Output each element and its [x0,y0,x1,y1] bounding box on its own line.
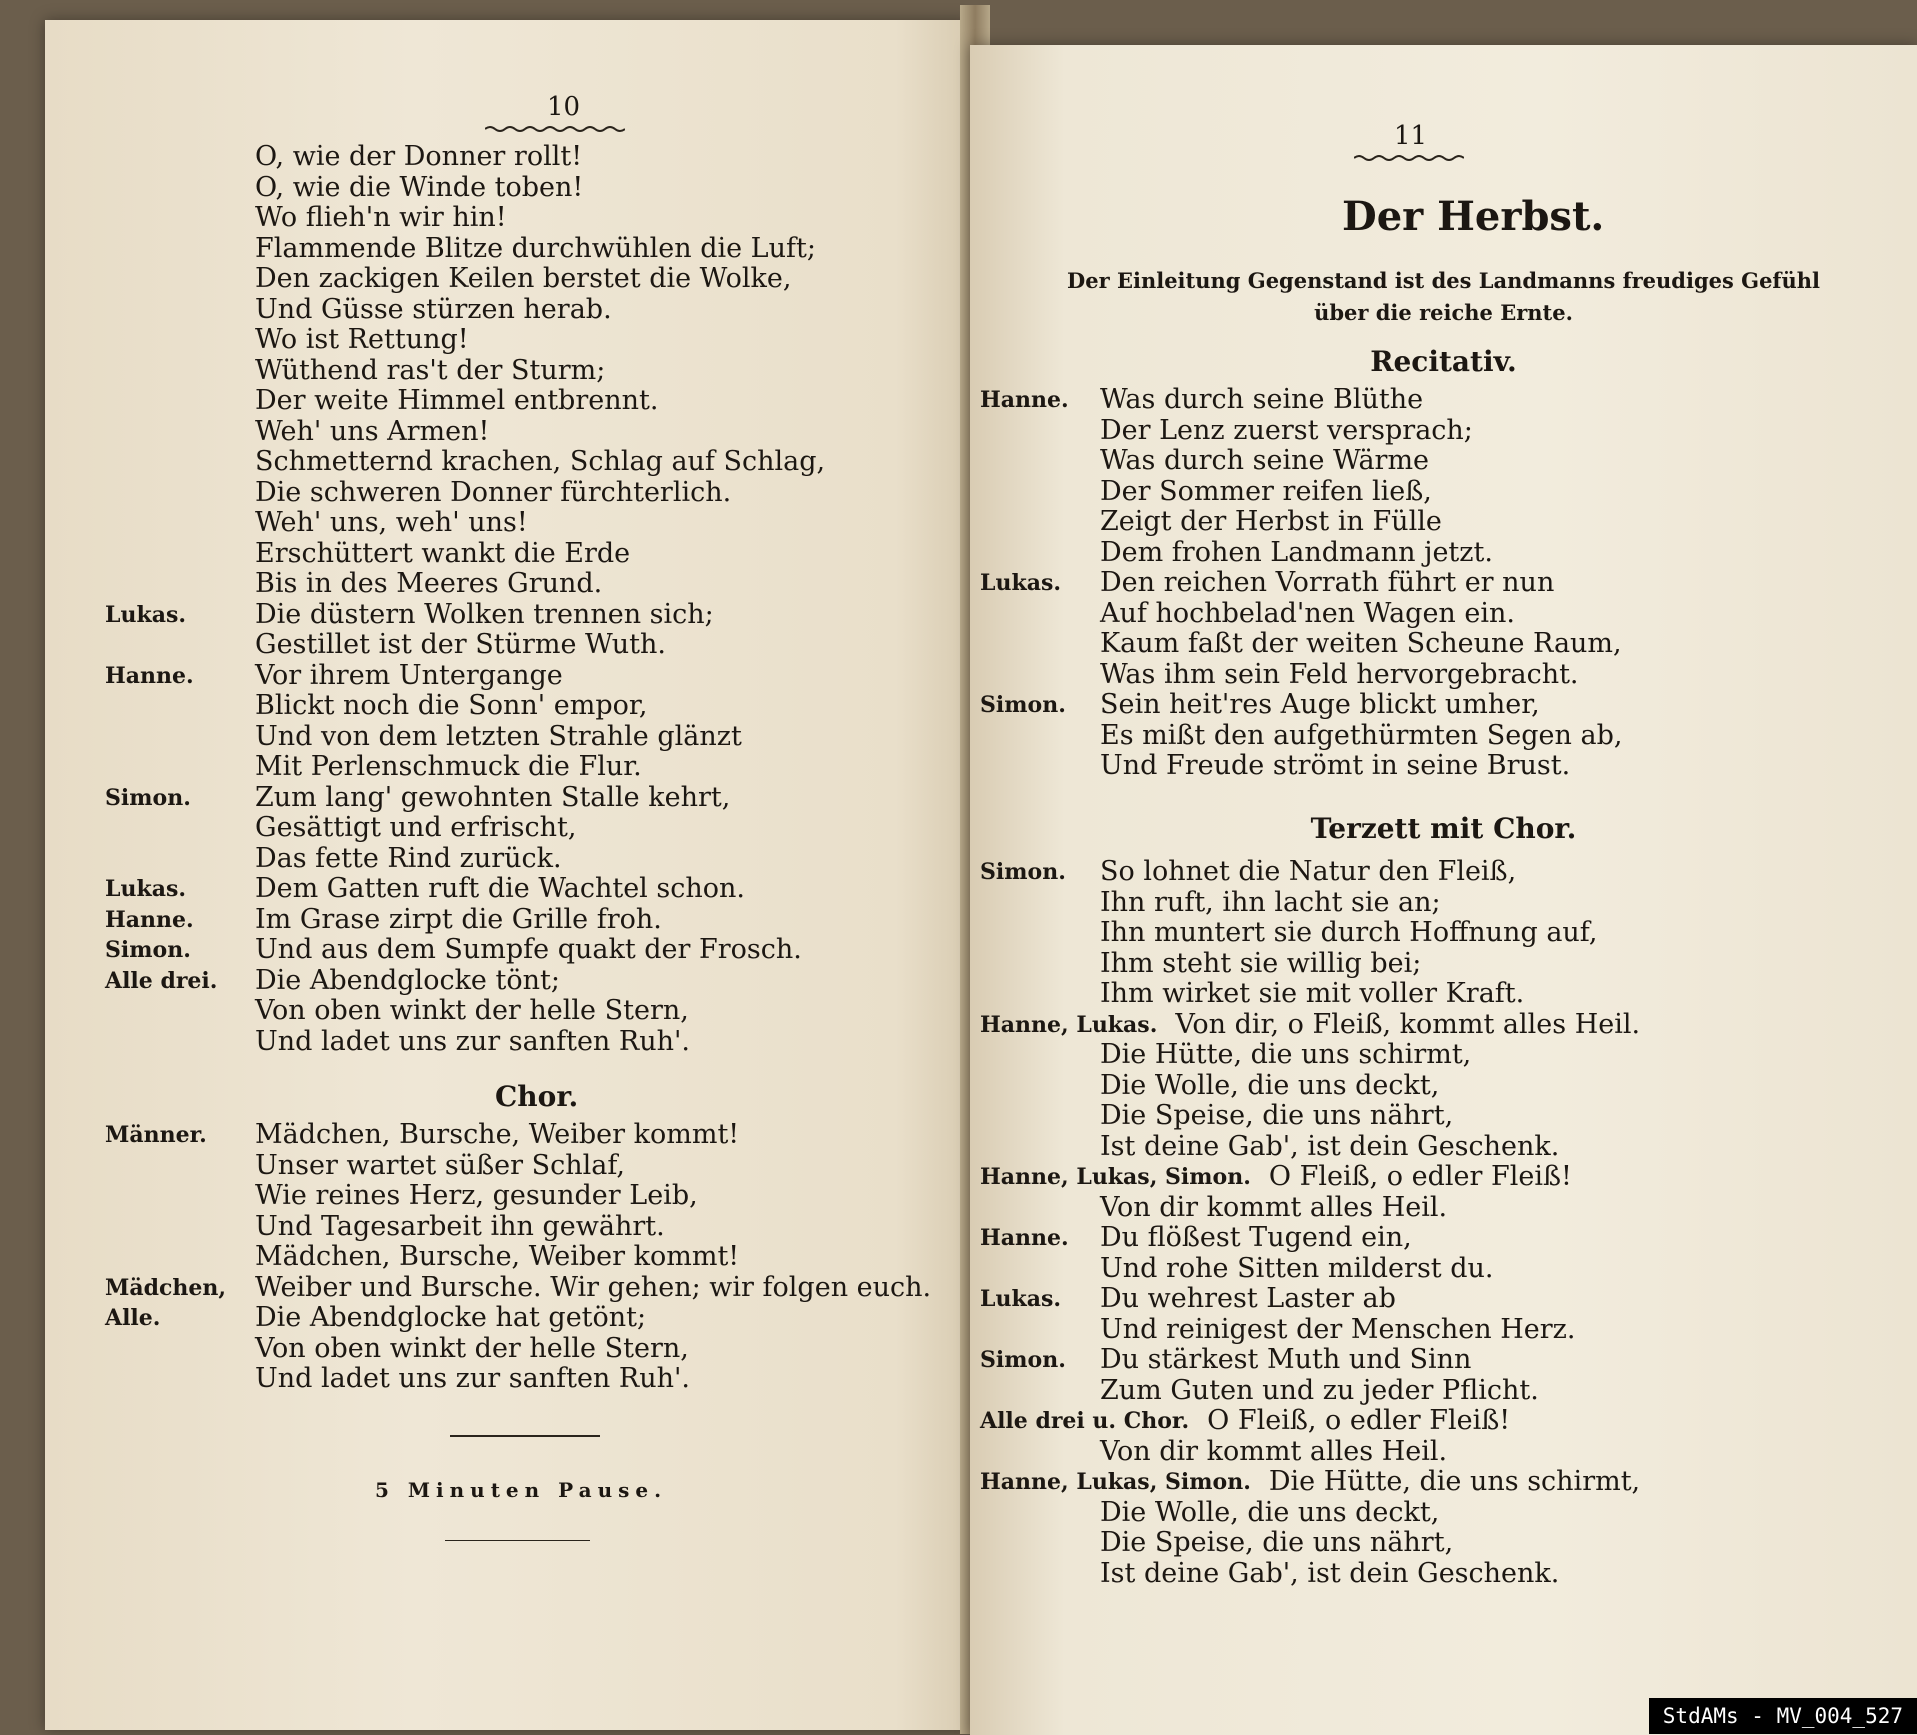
verse-text: Weh' uns Armen! [255,415,490,447]
speaker-name: Männer. [105,1122,207,1148]
speaker-name: Hanne. [105,906,194,933]
verse-line [105,203,825,234]
verse-line [980,446,1622,477]
verse-text: Zum Guten und zu jeder Pflicht. [1100,1374,1539,1406]
verse-text: Und Freude strömt in seine Brust. [1100,750,1571,781]
speaker-name [980,416,1100,447]
speaker-name [105,1027,255,1058]
verse-text: Von dir, o Fleiß, kommt alles Heil. [1175,1008,1641,1040]
verse-line [105,539,825,570]
speaker-name-inline: Hanne, Lukas, Simon. [980,1164,1251,1190]
speaker-name [980,507,1100,538]
verse-line [105,783,825,814]
verse-line [980,1437,1640,1468]
verse-line [980,1101,1640,1132]
verse-line [980,949,1640,980]
verse-text: Gesättigt und erfrischt, [255,812,577,843]
verse-text: Das fette Rind zurück. [255,842,562,874]
speaker-name [105,569,255,600]
page-number-left: 10 [547,92,581,122]
verse-text: Wie reines Herz, gesunder Leib, [255,1180,698,1211]
verse-line [105,966,825,997]
speaker-name: Hanne. [980,1225,1069,1251]
verse-text: Und rohe Sitten milderst du. [1100,1252,1494,1284]
verse-line [105,935,825,966]
terzett-heading: Terzett mit Chor. [1310,812,1577,845]
verse-text: O Fleiß, o edler Fleiß! [1268,1161,1572,1192]
verse-text: Du stärkest Muth und Sinn [1100,1344,1472,1375]
speaker-name [980,477,1100,508]
speaker-name [980,1498,1100,1529]
verse-text: Dem frohen Landmann jetzt. [1100,536,1493,568]
verse-line [105,630,825,661]
verse-line [105,295,825,326]
verse-line [105,417,825,448]
verse-text: Die Hütte, die uns schirmt, [1100,1039,1472,1070]
speaker-name [105,1151,255,1182]
verse-line [105,905,825,936]
verse-text: Die Abendglocke hat getönt; [255,1302,647,1333]
verse-line [980,1345,1640,1376]
verse-line [105,1303,931,1334]
speaker-name: Simon. [105,784,191,811]
terzett-verse-block [980,857,1640,1589]
verse-text: Die düstern Wolken trennen sich; [255,598,714,630]
verse-line [980,568,1622,599]
verse-text: Die Speise, die uns nährt, [1100,1100,1454,1131]
verse-text: Den zackigen Keilen berstet die Wolke, [255,263,792,294]
speaker-name [980,1193,1100,1224]
speaker-name [980,629,1100,660]
speaker-name [980,721,1100,752]
verse-text: Dem Gatten ruft die Wachtel schon. [255,873,745,904]
verse-line [105,996,825,1027]
speaker-name [980,1315,1100,1346]
verse-text: Von dir kommt alles Heil. [1100,1191,1448,1223]
speaker-name-inline: Hanne, Lukas. [980,1011,1158,1038]
speaker-name [980,918,1100,949]
verse-text: Was durch seine Blüthe [1100,384,1424,415]
verse-line [105,1027,825,1058]
verse-line [980,1467,1640,1498]
verse-line [980,1162,1640,1193]
speaker-name [980,949,1100,980]
verse-text: Die Hütte, die uns schirmt, [1268,1466,1641,1497]
speaker-name: Hanne. [105,662,194,689]
verse-line [105,264,825,295]
speaker-name [105,142,255,173]
speaker-name: Lukas. [980,570,1062,596]
speaker-name [105,844,255,875]
verse-text: Ihn muntert sie durch Hoffnung auf, [1100,917,1598,948]
verse-line [105,173,825,204]
verse-text: Ist deine Gab', ist dein Geschenk. [1100,1130,1560,1162]
verse-text: Wo flieh'n wir hin! [255,202,507,233]
verse-line [980,629,1622,660]
verse-line [980,1193,1640,1224]
speaker-name [980,1040,1100,1071]
intro-line: über die reiche Ernte. [1314,300,1573,325]
speaker-name [105,1212,255,1243]
archive-stamp: StdAMs - MV_004_527 [1649,1698,1917,1734]
speaker-name [105,478,255,509]
verse-text: Unser wartet süßer Schlaf, [255,1149,625,1181]
verse-line [980,538,1622,569]
verse-line [105,1242,931,1273]
verse-text: Vor ihrem Untergange [255,659,563,691]
verse-text: O Fleiß, o edler Fleiß! [1207,1405,1511,1436]
verse-text: Ihn ruft, ihn lacht sie an; [1100,886,1441,918]
verse-text: Zeigt der Herbst in Fülle [1100,506,1442,537]
verse-text: Kaum faßt der weiten Scheune Raum, [1100,628,1622,659]
speaker-name [980,1254,1100,1285]
speaker-name [980,1559,1100,1590]
chor-verse-block [105,1120,931,1395]
verse-line [105,478,825,509]
verse-text: Schmetternd krachen, Schlag auf Schlag, [255,446,826,477]
verse-text: Von dir kommt alles Heil. [1100,1435,1448,1467]
verse-line [980,1406,1640,1437]
verse-line [980,660,1622,691]
speaker-name [980,888,1100,919]
speaker-name [980,538,1100,569]
verse-text: O, wie die Winde toben! [255,171,584,203]
verse-line [980,1528,1640,1559]
verse-text: Weiber und Bursche. Wir gehen; wir folgen euch. [255,1271,932,1303]
speaker-name: Simon. [980,692,1066,718]
verse-line [980,751,1622,782]
verse-line [105,447,825,478]
speaker-name [105,1334,255,1365]
verse-line [980,1254,1640,1285]
verse-text: Der Sommer reifen ließ, [1100,475,1432,507]
speaker-name [105,386,255,417]
verse-text: Ihm wirket sie mit voller Kraft. [1100,978,1525,1009]
left-page [45,20,970,1730]
ornament-rule [1354,153,1464,163]
verse-line [980,507,1622,538]
speaker-name [105,508,255,539]
verse-line [980,888,1640,919]
verse-line [980,477,1622,508]
speaker-name [105,173,255,204]
verse-text: Die Abendglocke tönt; [255,964,560,996]
speaker-name [980,1437,1100,1468]
verse-line [105,661,825,692]
section-intro [970,265,1917,329]
verse-line [980,1071,1640,1102]
verse-line [105,386,825,417]
verse-text: Die Wolle, die uns deckt, [1100,1496,1440,1528]
speaker-name: Alle. [105,1305,161,1331]
verse-line [105,691,825,722]
speaker-name [980,979,1100,1010]
verse-line [105,1212,931,1243]
chor-heading: Chor. [495,1080,579,1113]
verse-text: Wo ist Rettung! [255,324,469,355]
speaker-name: Lukas. [105,876,187,902]
verse-text: Erschüttert wankt die Erde [255,537,631,569]
verse-text: Der weite Himmel entbrennt. [255,385,659,416]
speaker-name [105,996,255,1027]
verse-line [105,234,825,265]
divider-rule [445,1540,590,1541]
speaker-name [105,234,255,265]
verse-line [980,599,1622,630]
verse-text: Es mißt den aufgethürmten Segen ab, [1100,719,1623,751]
verse-text: Flammende Blitze durchwühlen die Luft; [255,232,816,264]
verse-text: Und reinigest der Menschen Herz. [1100,1313,1576,1345]
verse-line [980,979,1640,1010]
speaker-name: Lukas. [105,601,187,628]
speaker-name [105,813,255,844]
right-page [970,45,1917,1735]
verse-line [105,569,825,600]
verse-text: Im Grase zirpt die Grille froh. [255,903,662,935]
speaker-name [105,1364,255,1395]
speaker-name [105,295,255,326]
verse-text: Und Tagesarbeit ihn gewährt. [255,1210,665,1242]
speaker-name: Hanne. [980,387,1069,413]
recitativ-verse-block [980,385,1622,782]
ornament-rule [485,124,625,134]
speaker-name [980,1376,1100,1407]
verse-text: Mit Perlenschmuck die Flur. [255,751,642,782]
speaker-name: Mädchen, [105,1274,227,1301]
verse-text: Und ladet uns zur sanften Ruh'. [255,1363,691,1394]
verse-text: Die Wolle, die uns deckt, [1100,1069,1440,1101]
speaker-name [105,356,255,387]
verse-line [105,142,825,173]
verse-text: Wüthend ras't der Sturm; [255,354,606,386]
verse-line [980,918,1640,949]
verse-line [980,721,1622,752]
verse-text: Weh' uns, weh' uns! [255,507,528,538]
verse-line [105,874,825,905]
verse-text: Was ihm sein Feld hervorgebracht. [1100,658,1579,690]
speaker-name [980,599,1100,630]
recitativ-heading: Recitativ. [1370,345,1517,378]
speaker-name: Lukas. [980,1286,1062,1312]
verse-text: Die Speise, die uns nährt, [1100,1527,1454,1558]
section-title: Der Herbst. [1342,193,1605,240]
speaker-name [105,203,255,234]
speaker-name: Simon. [105,937,191,963]
verse-line [105,752,825,783]
verse-text: Was durch seine Wärme [1100,445,1430,476]
verse-line [105,1334,931,1365]
page-number-right: 11 [1394,121,1428,151]
speaker-name [980,1528,1100,1559]
verse-text: Und ladet uns zur sanften Ruh'. [255,1025,691,1057]
verse-text: Mädchen, Bursche, Weiber kommt! [255,1119,740,1150]
speaker-name [980,751,1100,782]
speaker-name: Simon. [980,859,1066,885]
speaker-name-inline: Alle drei u. Chor. [980,1408,1190,1434]
verse-line [980,1559,1640,1590]
verse-text: Blickt noch die Sonn' empor, [255,690,648,721]
speaker-name [105,630,255,661]
divider-rule [450,1435,600,1437]
verse-line [980,1132,1640,1163]
verse-text: Auf hochbelad'nen Wagen ein. [1100,597,1515,629]
verse-text: Von oben winkt der helle Stern, [255,995,689,1026]
left-verse-block [105,142,825,1057]
verse-text: Du wehrest Laster ab [1100,1283,1396,1314]
verse-text: Mädchen, Bursche, Weiber kommt! [255,1241,740,1272]
speaker-name [105,447,255,478]
verse-text: Ihm steht sie willig bei; [1100,947,1422,979]
speaker-name [105,1181,255,1212]
pause-note: 5 Minuten Pause. [375,1478,668,1502]
verse-line [980,1010,1640,1041]
verse-line [980,690,1622,721]
speaker-name [105,752,255,783]
speaker-name [105,417,255,448]
book-spread [45,5,1917,1734]
verse-text: Ist deine Gab', ist dein Geschenk. [1100,1557,1560,1589]
verse-line [105,325,825,356]
verse-line [105,1120,931,1151]
speaker-name [105,264,255,295]
verse-text: Gestillet ist der Stürme Wuth. [255,629,666,660]
verse-text: Sein heit'res Auge blickt umher, [1100,689,1540,720]
verse-text: Du flößest Tugend ein, [1100,1222,1412,1253]
verse-text: Zum lang' gewohnten Stalle kehrt, [255,781,731,813]
verse-line [980,385,1622,416]
speaker-name [105,325,255,356]
speaker-name [105,691,255,722]
speaker-name [105,539,255,570]
verse-text: Bis in des Meeres Grund. [255,568,603,599]
verse-line [105,1181,931,1212]
speaker-name [980,660,1100,691]
verse-line [105,1364,931,1395]
verse-line [980,1315,1640,1346]
verse-line [105,813,825,844]
verse-text: Der Lenz zuerst versprach; [1100,414,1473,446]
verse-text: Den reichen Vorrath führt er nun [1100,567,1555,598]
speaker-name: Simon. [980,1347,1066,1373]
verse-line [980,857,1640,888]
speaker-name [980,1132,1100,1163]
speaker-name [980,1101,1100,1132]
verse-line [105,1151,931,1182]
verse-text: Und aus dem Sumpfe quakt der Frosch. [255,934,802,965]
verse-line [105,1273,931,1304]
verse-line [980,416,1622,447]
verse-line [980,1498,1640,1529]
speaker-name-inline: Hanne, Lukas, Simon. [980,1469,1251,1495]
speaker-name [105,1242,255,1273]
verse-line [105,356,825,387]
speaker-name [105,722,255,753]
verse-text: Die schweren Donner fürchterlich. [255,476,732,508]
speaker-name: Alle drei. [105,967,218,994]
speaker-name [980,446,1100,477]
verse-line [980,1223,1640,1254]
speaker-name [980,1071,1100,1102]
verse-text: So lohnet die Natur den Fleiß, [1100,856,1517,887]
verse-line [105,844,825,875]
verse-text: O, wie der Donner rollt! [255,141,583,172]
verse-line [105,722,825,753]
intro-line: Der Einleitung Gegenstand ist des Landmanns freudiges Gefühl [1067,268,1820,293]
verse-line [105,508,825,539]
verse-text: Und Güsse stürzen herab. [255,293,612,325]
verse-text: Und von dem letzten Strahle glänzt [255,720,742,752]
verse-line [980,1040,1640,1071]
verse-text: Von oben winkt der helle Stern, [255,1332,689,1364]
verse-line [980,1376,1640,1407]
verse-line [980,1284,1640,1315]
verse-line [105,600,825,631]
